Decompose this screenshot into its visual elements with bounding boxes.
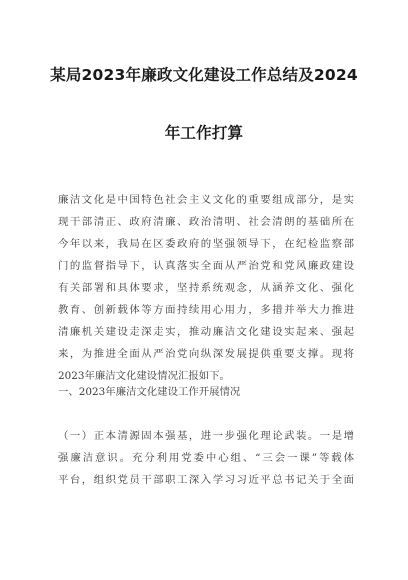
intro-line: 廉洁文化是中国特色社会主义文化的重要组成部分，是实 xyxy=(58,194,354,206)
document-title-line-1: 某局2023年廉政文化建设工作总结及2024 xyxy=(50,66,358,84)
intro-line: 现干部清正、政府清廉、政治清明、社会清朗的基础所在 xyxy=(58,216,354,228)
intro-line: 清廉机关建设走深走实，推动廉洁文化建设实起来、强起 xyxy=(58,326,354,338)
section-line: （一）正本清源固本强基，进一步强化理论武装。一是增 xyxy=(58,430,354,442)
section-line: 平台，组织党员干部职工深入学习习近平总书记关于全面 xyxy=(58,474,354,486)
document-title-line-2: 年工作打算 xyxy=(164,124,244,142)
intro-line: 门的监督指导下，认真落实全面从严治党和党风廉政建设 xyxy=(58,260,354,272)
section-heading: 一、2023年廉洁文化建设工作开展情况 xyxy=(58,386,241,398)
intro-line: 今年以来，我局在区委政府的坚强领导下，在纪检监察部 xyxy=(58,238,354,250)
intro-line: 教育、创新载体等方面持续用心用力，多措并举大力推进 xyxy=(58,304,354,316)
intro-line: 2023年廉洁文化建设情况汇报如下。 xyxy=(58,370,230,382)
intro-paragraph xyxy=(58,189,354,387)
intro-line: 有关部署和具体要求，坚持系统观念，从涵养文化、强化 xyxy=(58,282,354,294)
section-paragraph xyxy=(58,425,354,491)
section-line: 强廉洁意识。充分利用党委中心组、“三会一课”等载体 xyxy=(58,452,354,464)
intro-line: 来，为推进全面从严治党向纵深发展提供重要支撑。现将 xyxy=(58,348,354,360)
